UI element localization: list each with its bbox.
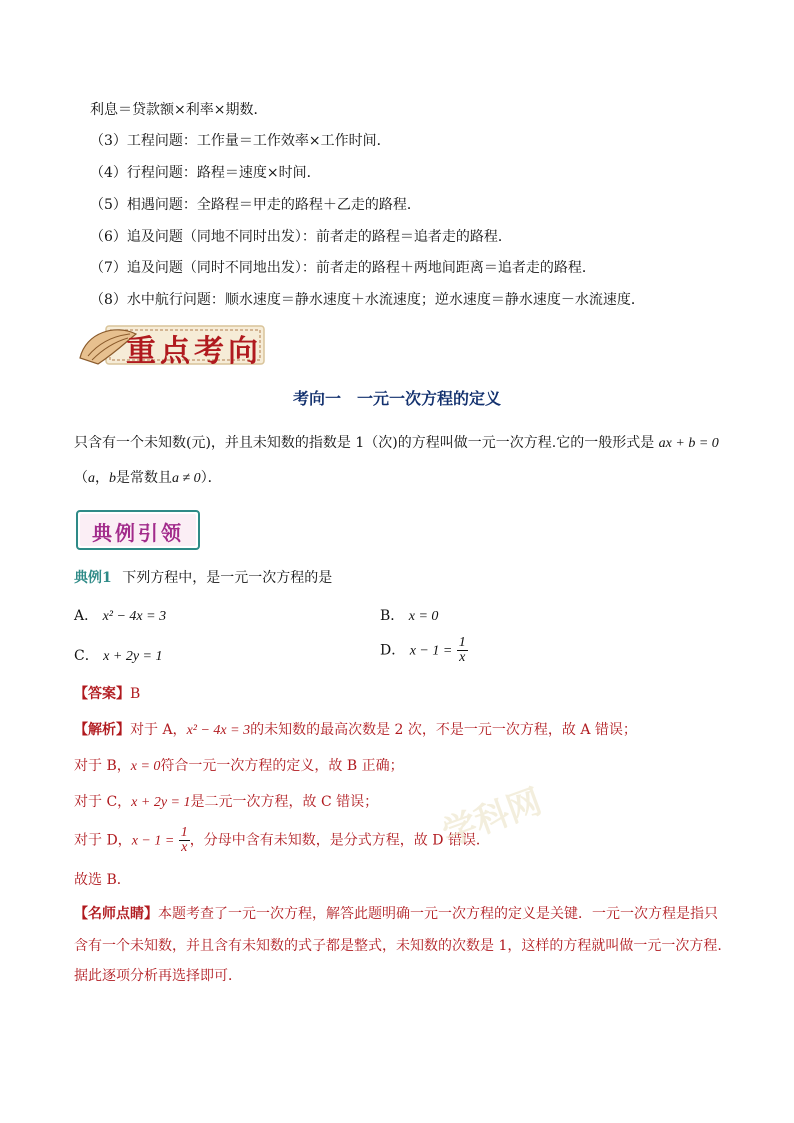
analysis-c-pre: 对于 C， — [74, 794, 132, 810]
option-b-math: x = 0 — [408, 609, 439, 624]
option-d-label: D． — [380, 642, 406, 659]
analysis-c — [74, 792, 378, 813]
intro-line-water-navigation: （8）水中航行问题：顺水速度＝静水速度＋水流速度；逆水速度＝静水速度－水流速度． — [90, 292, 645, 308]
paren-open: （ — [74, 470, 88, 486]
definition-text: 只含有一个未知数(元)，并且未知数的指数是 1（次)的方程叫做一元一次方程.它的一般形式是 — [74, 435, 655, 451]
analysis-a — [74, 720, 637, 741]
answer-line — [74, 684, 140, 704]
question-text: 下列方程中，是一元一次方程的是 — [122, 570, 333, 586]
definition-line-2 — [74, 468, 222, 489]
condition-math: a ≠ 0 — [172, 471, 201, 486]
analysis-a-math: x² − 4x = 3 — [186, 723, 251, 738]
analysis-b-post: 符合一元一次方程的定义，故 B 正确； — [160, 758, 404, 774]
analysis-b-pre: 对于 B， — [74, 758, 131, 774]
intro-line-meeting: （5）相遇问题：全路程＝甲走的路程＋乙走的路程． — [90, 197, 421, 213]
condition-text: 是常数且 — [116, 470, 172, 486]
general-form-math: ax + b = 0 — [658, 436, 719, 451]
option-a — [74, 606, 166, 627]
option-d — [380, 636, 468, 665]
option-a-label: A． — [74, 608, 99, 624]
analysis-d — [74, 826, 490, 855]
comma: ， — [95, 470, 109, 486]
analysis-conclusion: 故选 B． — [74, 872, 131, 888]
analysis-d-math: x − 1 = — [131, 833, 175, 849]
intro-line-travel: （4）行程问题：路程＝速度×时间． — [90, 165, 321, 181]
paren-close: ）． — [200, 470, 222, 486]
intro-line-chase-same-place: （6）追及问题（同地不同时出发）：前者走的路程＝追者走的路程． — [90, 229, 512, 245]
option-b-label: B． — [380, 608, 405, 624]
analysis-b — [74, 756, 404, 777]
option-d-math: x − 1 = — [409, 643, 453, 659]
var-a: a — [88, 471, 95, 486]
tip-text-1: 本题考查了一元一次方程，解答此题明确一元一次方程的定义是关键．一元一次方程是指只 — [158, 906, 718, 922]
analysis-d-post: ，分母中含有未知数，是分式方程，故 D 错误． — [189, 832, 490, 849]
tip-line-2: 含有一个未知数，并且含有未知数的式子都是整式，未知数的次数是 1，这样的方程就叫做一元一次方程. — [74, 938, 722, 954]
option-d-fraction: $\frac{1}{x}$ — [458, 635, 466, 665]
analysis-b-math: x = 0 — [130, 759, 161, 774]
option-c-label: C． — [74, 648, 99, 664]
tip-label: 【名师点睛】 — [74, 906, 158, 922]
option-c-math: x + 2y = 1 — [103, 649, 163, 664]
intro-line-chase-same-time: （7）追及问题（同时不同地出发）：前者走的路程＋两地间距离＝追者走的路程． — [90, 260, 596, 276]
option-a-math: x² − 4x = 3 — [102, 609, 167, 624]
analysis-c-math: x + 2y = 1 — [131, 795, 191, 810]
analysis-a-pre: 对于 A， — [130, 722, 187, 738]
example-label: 典例1 — [74, 570, 112, 586]
section-title: 考向一 一元一次方程的定义 — [292, 389, 501, 408]
analysis-d-fraction: $\frac{1}{x}$ — [180, 825, 188, 855]
answer-label: 【答案】 — [74, 686, 130, 702]
tip-line-3: 据此逐项分析再选择即可． — [74, 968, 242, 984]
answer-value: B — [130, 686, 141, 702]
analysis-a-post: 的未知数的最高次数是 2 次，不是一元一次方程，故 A 错误； — [250, 722, 637, 738]
definition-line-1 — [74, 433, 719, 454]
var-b: b — [109, 471, 116, 486]
option-c — [74, 646, 163, 667]
banner-label: 重点考向 — [126, 334, 262, 369]
example-question — [74, 568, 332, 588]
example-box-label: 典例引领 — [92, 521, 184, 545]
intro-line-interest: 利息＝贷款额×利率×期数． — [90, 102, 268, 118]
intro-line-engineering: （3）工程问题：工作量＝工作效率×工作时间． — [90, 133, 391, 149]
analysis-label: 【解析】 — [74, 722, 130, 738]
analysis-c-post: 是二元一次方程，故 C 错误； — [190, 794, 379, 810]
tip-line-1 — [74, 904, 718, 924]
analysis-d-pre: 对于 D， — [74, 832, 132, 849]
option-b — [380, 606, 438, 627]
watermark: 学科网 — [437, 781, 547, 855]
